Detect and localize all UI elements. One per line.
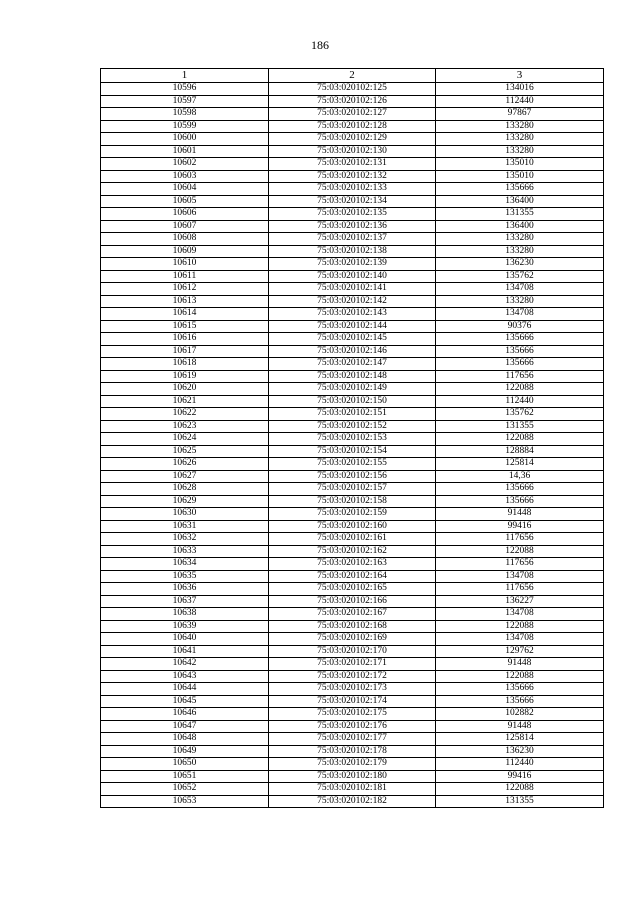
cadastral-number-cell: 75:03:020102:155 xyxy=(269,458,436,471)
row-number-cell: 10619 xyxy=(101,370,269,383)
row-number-cell: 10636 xyxy=(101,583,269,596)
cadastral-number-cell: 75:03:020102:130 xyxy=(269,145,436,158)
table-row xyxy=(101,345,604,358)
cadastral-number-cell: 75:03:020102:138 xyxy=(269,245,436,258)
value-cell: 112440 xyxy=(436,395,604,408)
cadastral-number-cell: 75:03:020102:132 xyxy=(269,170,436,183)
value-cell: 122088 xyxy=(436,545,604,558)
table-header-row xyxy=(101,69,604,83)
table-row xyxy=(101,208,604,221)
value-cell: 134708 xyxy=(436,633,604,646)
row-number-cell: 10628 xyxy=(101,483,269,496)
row-number-cell: 10612 xyxy=(101,283,269,296)
table-row xyxy=(101,308,604,321)
cadastral-number-cell: 75:03:020102:147 xyxy=(269,358,436,371)
table-row xyxy=(101,370,604,383)
cadastral-number-cell: 75:03:020102:125 xyxy=(269,83,436,96)
row-number-cell: 10642 xyxy=(101,658,269,671)
table-row xyxy=(101,783,604,796)
row-number-cell: 10608 xyxy=(101,233,269,246)
cadastral-number-cell: 75:03:020102:135 xyxy=(269,208,436,221)
value-cell: 136400 xyxy=(436,195,604,208)
table-row xyxy=(101,320,604,333)
value-cell: 136230 xyxy=(436,745,604,758)
value-cell: 122088 xyxy=(436,383,604,396)
cadastral-number-cell: 75:03:020102:141 xyxy=(269,283,436,296)
cadastral-number-cell: 75:03:020102:166 xyxy=(269,595,436,608)
value-cell: 135666 xyxy=(436,683,604,696)
row-number-cell: 10604 xyxy=(101,183,269,196)
cadastral-number-cell: 75:03:020102:176 xyxy=(269,720,436,733)
row-number-cell: 10598 xyxy=(101,108,269,121)
row-number-cell: 10622 xyxy=(101,408,269,421)
value-cell: 135762 xyxy=(436,408,604,421)
value-cell: 133280 xyxy=(436,145,604,158)
cadastral-number-cell: 75:03:020102:171 xyxy=(269,658,436,671)
value-cell: 133280 xyxy=(436,120,604,133)
cadastral-number-cell: 75:03:020102:156 xyxy=(269,470,436,483)
value-cell: 91448 xyxy=(436,720,604,733)
table-row xyxy=(101,383,604,396)
row-number-cell: 10631 xyxy=(101,520,269,533)
value-cell: 99416 xyxy=(436,770,604,783)
table-row xyxy=(101,683,604,696)
value-cell: 135010 xyxy=(436,170,604,183)
table-row xyxy=(101,745,604,758)
table-row xyxy=(101,720,604,733)
row-number-cell: 10616 xyxy=(101,333,269,346)
value-cell: 135666 xyxy=(436,333,604,346)
value-cell: 91448 xyxy=(436,658,604,671)
row-number-cell: 10625 xyxy=(101,445,269,458)
value-cell: 135666 xyxy=(436,183,604,196)
table-row xyxy=(101,245,604,258)
row-number-cell: 10610 xyxy=(101,258,269,271)
row-number-cell: 10617 xyxy=(101,345,269,358)
cadastral-number-cell: 75:03:020102:151 xyxy=(269,408,436,421)
row-number-cell: 10599 xyxy=(101,120,269,133)
value-cell: 122088 xyxy=(436,620,604,633)
table-row xyxy=(101,283,604,296)
value-cell: 91448 xyxy=(436,508,604,521)
column-header-3: 3 xyxy=(436,69,604,83)
value-cell: 136400 xyxy=(436,220,604,233)
value-cell: 99416 xyxy=(436,520,604,533)
row-number-cell: 10653 xyxy=(101,795,269,808)
table-row xyxy=(101,258,604,271)
cadastral-number-cell: 75:03:020102:137 xyxy=(269,233,436,246)
value-cell: 131355 xyxy=(436,208,604,221)
table-row xyxy=(101,220,604,233)
value-cell: 136230 xyxy=(436,258,604,271)
row-number-cell: 10611 xyxy=(101,270,269,283)
table-row xyxy=(101,95,604,108)
table-row xyxy=(101,233,604,246)
table-row xyxy=(101,295,604,308)
cadastral-number-cell: 75:03:020102:159 xyxy=(269,508,436,521)
row-number-cell: 10638 xyxy=(101,608,269,621)
cadastral-number-cell: 75:03:020102:140 xyxy=(269,270,436,283)
table-row xyxy=(101,270,604,283)
cadastral-number-cell: 75:03:020102:154 xyxy=(269,445,436,458)
cadastral-number-cell: 75:03:020102:127 xyxy=(269,108,436,121)
cadastral-number-cell: 75:03:020102:134 xyxy=(269,195,436,208)
value-cell: 135666 xyxy=(436,345,604,358)
cadastral-number-cell: 75:03:020102:169 xyxy=(269,633,436,646)
cadastral-number-cell: 75:03:020102:177 xyxy=(269,733,436,746)
table-row xyxy=(101,533,604,546)
value-cell: 112440 xyxy=(436,95,604,108)
row-number-cell: 10602 xyxy=(101,158,269,171)
table-row xyxy=(101,733,604,746)
cadastral-number-cell: 75:03:020102:161 xyxy=(269,533,436,546)
column-header-2: 2 xyxy=(269,69,436,83)
value-cell: 102882 xyxy=(436,708,604,721)
value-cell: 134708 xyxy=(436,608,604,621)
table-row xyxy=(101,570,604,583)
value-cell: 136227 xyxy=(436,595,604,608)
cadastral-number-cell: 75:03:020102:182 xyxy=(269,795,436,808)
table-row xyxy=(101,595,604,608)
cadastral-number-cell: 75:03:020102:175 xyxy=(269,708,436,721)
value-cell: 117656 xyxy=(436,370,604,383)
row-number-cell: 10649 xyxy=(101,745,269,758)
row-number-cell: 10620 xyxy=(101,383,269,396)
row-number-cell: 10615 xyxy=(101,320,269,333)
table-row xyxy=(101,645,604,658)
row-number-cell: 10647 xyxy=(101,720,269,733)
value-cell: 134016 xyxy=(436,83,604,96)
cadastral-number-cell: 75:03:020102:126 xyxy=(269,95,436,108)
table-row xyxy=(101,495,604,508)
row-number-cell: 10633 xyxy=(101,545,269,558)
table-row xyxy=(101,120,604,133)
row-number-cell: 10648 xyxy=(101,733,269,746)
cadastral-number-cell: 75:03:020102:173 xyxy=(269,683,436,696)
cadastral-number-cell: 75:03:020102:180 xyxy=(269,770,436,783)
table-row xyxy=(101,695,604,708)
table-row xyxy=(101,508,604,521)
row-number-cell: 10643 xyxy=(101,670,269,683)
row-number-cell: 10596 xyxy=(101,83,269,96)
table-row xyxy=(101,520,604,533)
cadastral-number-cell: 75:03:020102:143 xyxy=(269,308,436,321)
table-row xyxy=(101,795,604,808)
table-row xyxy=(101,608,604,621)
cadastral-number-cell: 75:03:020102:128 xyxy=(269,120,436,133)
value-cell: 133280 xyxy=(436,245,604,258)
table-row xyxy=(101,483,604,496)
table-row xyxy=(101,758,604,771)
cadastral-number-cell: 75:03:020102:129 xyxy=(269,133,436,146)
value-cell: 135666 xyxy=(436,695,604,708)
row-number-cell: 10623 xyxy=(101,420,269,433)
row-number-cell: 10613 xyxy=(101,295,269,308)
row-number-cell: 10600 xyxy=(101,133,269,146)
table-row xyxy=(101,333,604,346)
parcel-table xyxy=(100,68,604,808)
row-number-cell: 10650 xyxy=(101,758,269,771)
table-row xyxy=(101,433,604,446)
row-number-cell: 10603 xyxy=(101,170,269,183)
cadastral-number-cell: 75:03:020102:153 xyxy=(269,433,436,446)
table-row xyxy=(101,170,604,183)
value-cell: 135666 xyxy=(436,358,604,371)
row-number-cell: 10607 xyxy=(101,220,269,233)
cadastral-number-cell: 75:03:020102:133 xyxy=(269,183,436,196)
cadastral-number-cell: 75:03:020102:172 xyxy=(269,670,436,683)
cadastral-number-cell: 75:03:020102:164 xyxy=(269,570,436,583)
value-cell: 122088 xyxy=(436,670,604,683)
value-cell: 129762 xyxy=(436,645,604,658)
row-number-cell: 10627 xyxy=(101,470,269,483)
value-cell: 134708 xyxy=(436,283,604,296)
cadastral-number-cell: 75:03:020102:178 xyxy=(269,745,436,758)
table-row xyxy=(101,708,604,721)
row-number-cell: 10605 xyxy=(101,195,269,208)
value-cell: 128884 xyxy=(436,445,604,458)
table-row xyxy=(101,545,604,558)
cadastral-number-cell: 75:03:020102:142 xyxy=(269,295,436,308)
row-number-cell: 10637 xyxy=(101,595,269,608)
row-number-cell: 10641 xyxy=(101,645,269,658)
cadastral-number-cell: 75:03:020102:146 xyxy=(269,345,436,358)
table-row xyxy=(101,420,604,433)
table-row xyxy=(101,183,604,196)
row-number-cell: 10644 xyxy=(101,683,269,696)
column-header-1: 1 xyxy=(101,69,269,83)
table-row xyxy=(101,658,604,671)
row-number-cell: 10645 xyxy=(101,695,269,708)
cadastral-number-cell: 75:03:020102:163 xyxy=(269,558,436,571)
row-number-cell: 10632 xyxy=(101,533,269,546)
cadastral-number-cell: 75:03:020102:165 xyxy=(269,583,436,596)
table-row xyxy=(101,445,604,458)
value-cell: 135666 xyxy=(436,483,604,496)
row-number-cell: 10624 xyxy=(101,433,269,446)
cadastral-number-cell: 75:03:020102:160 xyxy=(269,520,436,533)
row-number-cell: 10629 xyxy=(101,495,269,508)
value-cell: 14,36 xyxy=(436,470,604,483)
value-cell: 135666 xyxy=(436,495,604,508)
table-row xyxy=(101,408,604,421)
cadastral-number-cell: 75:03:020102:179 xyxy=(269,758,436,771)
table-row xyxy=(101,158,604,171)
value-cell: 135010 xyxy=(436,158,604,171)
value-cell: 97867 xyxy=(436,108,604,121)
value-cell: 117656 xyxy=(436,583,604,596)
value-cell: 134708 xyxy=(436,570,604,583)
table-row xyxy=(101,195,604,208)
table-body xyxy=(101,83,604,808)
cadastral-number-cell: 75:03:020102:167 xyxy=(269,608,436,621)
row-number-cell: 10646 xyxy=(101,708,269,721)
row-number-cell: 10634 xyxy=(101,558,269,571)
table-row xyxy=(101,770,604,783)
value-cell: 122088 xyxy=(436,783,604,796)
table-row xyxy=(101,133,604,146)
table-row xyxy=(101,558,604,571)
row-number-cell: 10601 xyxy=(101,145,269,158)
value-cell: 117656 xyxy=(436,533,604,546)
value-cell: 112440 xyxy=(436,758,604,771)
row-number-cell: 10626 xyxy=(101,458,269,471)
cadastral-number-cell: 75:03:020102:181 xyxy=(269,783,436,796)
value-cell: 133280 xyxy=(436,233,604,246)
row-number-cell: 10630 xyxy=(101,508,269,521)
row-number-cell: 10640 xyxy=(101,633,269,646)
table-row xyxy=(101,395,604,408)
table-row xyxy=(101,458,604,471)
value-cell: 131355 xyxy=(436,795,604,808)
cadastral-number-cell: 75:03:020102:157 xyxy=(269,483,436,496)
row-number-cell: 10597 xyxy=(101,95,269,108)
row-number-cell: 10614 xyxy=(101,308,269,321)
value-cell: 125814 xyxy=(436,458,604,471)
row-number-cell: 10652 xyxy=(101,783,269,796)
value-cell: 90376 xyxy=(436,320,604,333)
table-row xyxy=(101,83,604,96)
row-number-cell: 10635 xyxy=(101,570,269,583)
row-number-cell: 10639 xyxy=(101,620,269,633)
value-cell: 133280 xyxy=(436,295,604,308)
cadastral-number-cell: 75:03:020102:148 xyxy=(269,370,436,383)
value-cell: 134708 xyxy=(436,308,604,321)
cadastral-number-cell: 75:03:020102:144 xyxy=(269,320,436,333)
value-cell: 125814 xyxy=(436,733,604,746)
cadastral-number-cell: 75:03:020102:131 xyxy=(269,158,436,171)
table-row xyxy=(101,145,604,158)
value-cell: 122088 xyxy=(436,433,604,446)
table-row xyxy=(101,633,604,646)
row-number-cell: 10609 xyxy=(101,245,269,258)
row-number-cell: 10651 xyxy=(101,770,269,783)
cadastral-number-cell: 75:03:020102:136 xyxy=(269,220,436,233)
cadastral-number-cell: 75:03:020102:150 xyxy=(269,395,436,408)
cadastral-number-cell: 75:03:020102:170 xyxy=(269,645,436,658)
row-number-cell: 10606 xyxy=(101,208,269,221)
page-number: 186 xyxy=(311,38,329,52)
value-cell: 133280 xyxy=(436,133,604,146)
table-row xyxy=(101,470,604,483)
cadastral-number-cell: 75:03:020102:168 xyxy=(269,620,436,633)
cadastral-number-cell: 75:03:020102:152 xyxy=(269,420,436,433)
table-row xyxy=(101,583,604,596)
value-cell: 135762 xyxy=(436,270,604,283)
row-number-cell: 10621 xyxy=(101,395,269,408)
cadastral-number-cell: 75:03:020102:158 xyxy=(269,495,436,508)
table-row xyxy=(101,620,604,633)
cadastral-number-cell: 75:03:020102:145 xyxy=(269,333,436,346)
table-row xyxy=(101,358,604,371)
row-number-cell: 10618 xyxy=(101,358,269,371)
value-cell: 117656 xyxy=(436,558,604,571)
cadastral-number-cell: 75:03:020102:139 xyxy=(269,258,436,271)
cadastral-number-cell: 75:03:020102:149 xyxy=(269,383,436,396)
table-row xyxy=(101,670,604,683)
value-cell: 131355 xyxy=(436,420,604,433)
table-row xyxy=(101,108,604,121)
cadastral-number-cell: 75:03:020102:174 xyxy=(269,695,436,708)
cadastral-number-cell: 75:03:020102:162 xyxy=(269,545,436,558)
